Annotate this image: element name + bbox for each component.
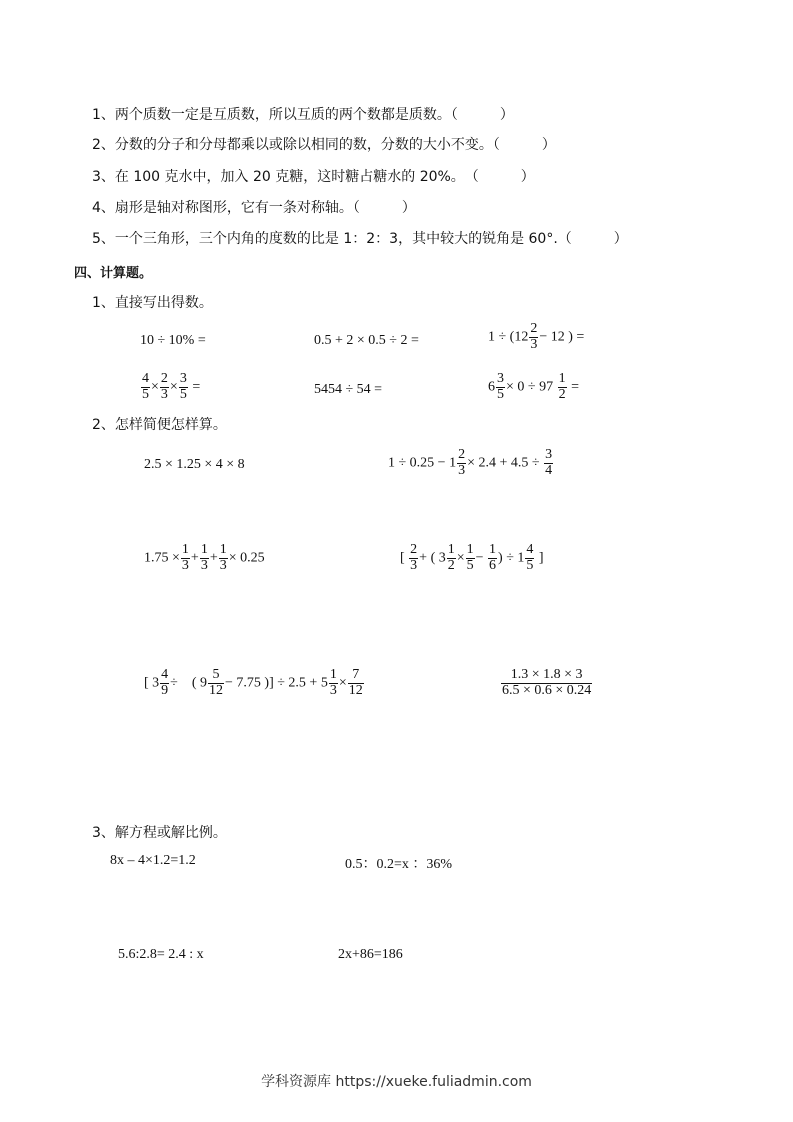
direct-expr-2: 0.5 + 2 × 0.5 ÷ 2 = bbox=[314, 333, 419, 348]
direct-expr-6: 6 $\frac{3}{5}$ × 0 ÷ 97 $\frac{1}{2}$ = bbox=[488, 371, 579, 402]
judgement-item-1: 1、两个质数一定是互质数，所以互质的两个数都是质数。（ ） bbox=[92, 107, 514, 123]
judgement-item-3: 3、在 100 克水中，加入 20 克糖，这时糖占糖水的 20%。 （ ） bbox=[92, 169, 535, 185]
equation-3: 5.6:2.8= 2.4 : x bbox=[118, 947, 204, 962]
simplify-expr-5: [ 3 $\frac{4}{9}$ ÷ ( 9 $\frac{5}{12}$ − 7.75 )] ÷ 2.5 + 5 $\frac{1}{3}$ × $\frac{7}{12}$ bbox=[144, 667, 363, 698]
equation-1: 8x – 4×1.2=1.2 bbox=[110, 853, 196, 868]
judgement-item-4: 4、扇形是轴对称图形，它有一条对称轴。（ ） bbox=[92, 200, 416, 216]
direct-expr-1: 10 ÷ 10% = bbox=[140, 333, 206, 348]
equation-4: 2x+86=186 bbox=[338, 947, 403, 962]
simplify-expr-3: 1.75 × $\frac{1}{3}$ + $\frac{1}{3}$ + $\frac{1}{3}$ × 0.25 bbox=[144, 542, 265, 573]
section-title-calculation: 四、计算题。 bbox=[74, 266, 153, 281]
subsection-title-equations: 3、解方程或解比例。 bbox=[92, 825, 227, 841]
judgement-item-5: 5、一个三角形，三个内角的度数的比是 1：2：3，其中较大的锐角是 60°.（ ） bbox=[92, 231, 628, 247]
simplify-expr-6: $\frac{1.3 \times 1.8 \times 3}{6.5 \times 0.6 \times 0.24}$ bbox=[502, 667, 592, 698]
footer-source: 学科资源库 https://xueke.fuliadmin.com bbox=[261, 1074, 532, 1090]
simplify-expr-1: 2.5 × 1.25 × 4 × 8 bbox=[144, 457, 245, 472]
simplify-expr-4: [ $\frac{2}{3}$ + ( 3 $\frac{1}{2}$ × $\frac{1}{5}$ − $\frac{1}{6}$ ) ÷ 1 $\frac{4}{5}$ ] bbox=[400, 542, 544, 573]
equation-2: 0.5：0.2=x ：36% bbox=[345, 857, 453, 872]
subsection-title-simplify: 2、怎样简便怎样算。 bbox=[92, 417, 227, 433]
simplify-expr-2: 1 ÷ 0.25 − 1 $\frac{2}{3}$ × 2.4 + 4.5 ÷ $\frac{3}{4}$ bbox=[388, 447, 553, 478]
subsection-title-direct: 1、直接写出得数。 bbox=[92, 295, 213, 311]
direct-expr-5: 5454 ÷ 54 = bbox=[314, 382, 383, 397]
judgement-item-2: 2、分数的分子和分母都乘以或除以相同的数，分数的大小不变。（ ） bbox=[92, 137, 556, 153]
direct-expr-4: $\frac{4}{5}$ × $\frac{2}{3}$ × $\frac{3}{5}$ = bbox=[142, 371, 201, 402]
direct-expr-3: 1 ÷ (12 $\frac{2}{3}$ − 12 ) = bbox=[488, 321, 585, 352]
